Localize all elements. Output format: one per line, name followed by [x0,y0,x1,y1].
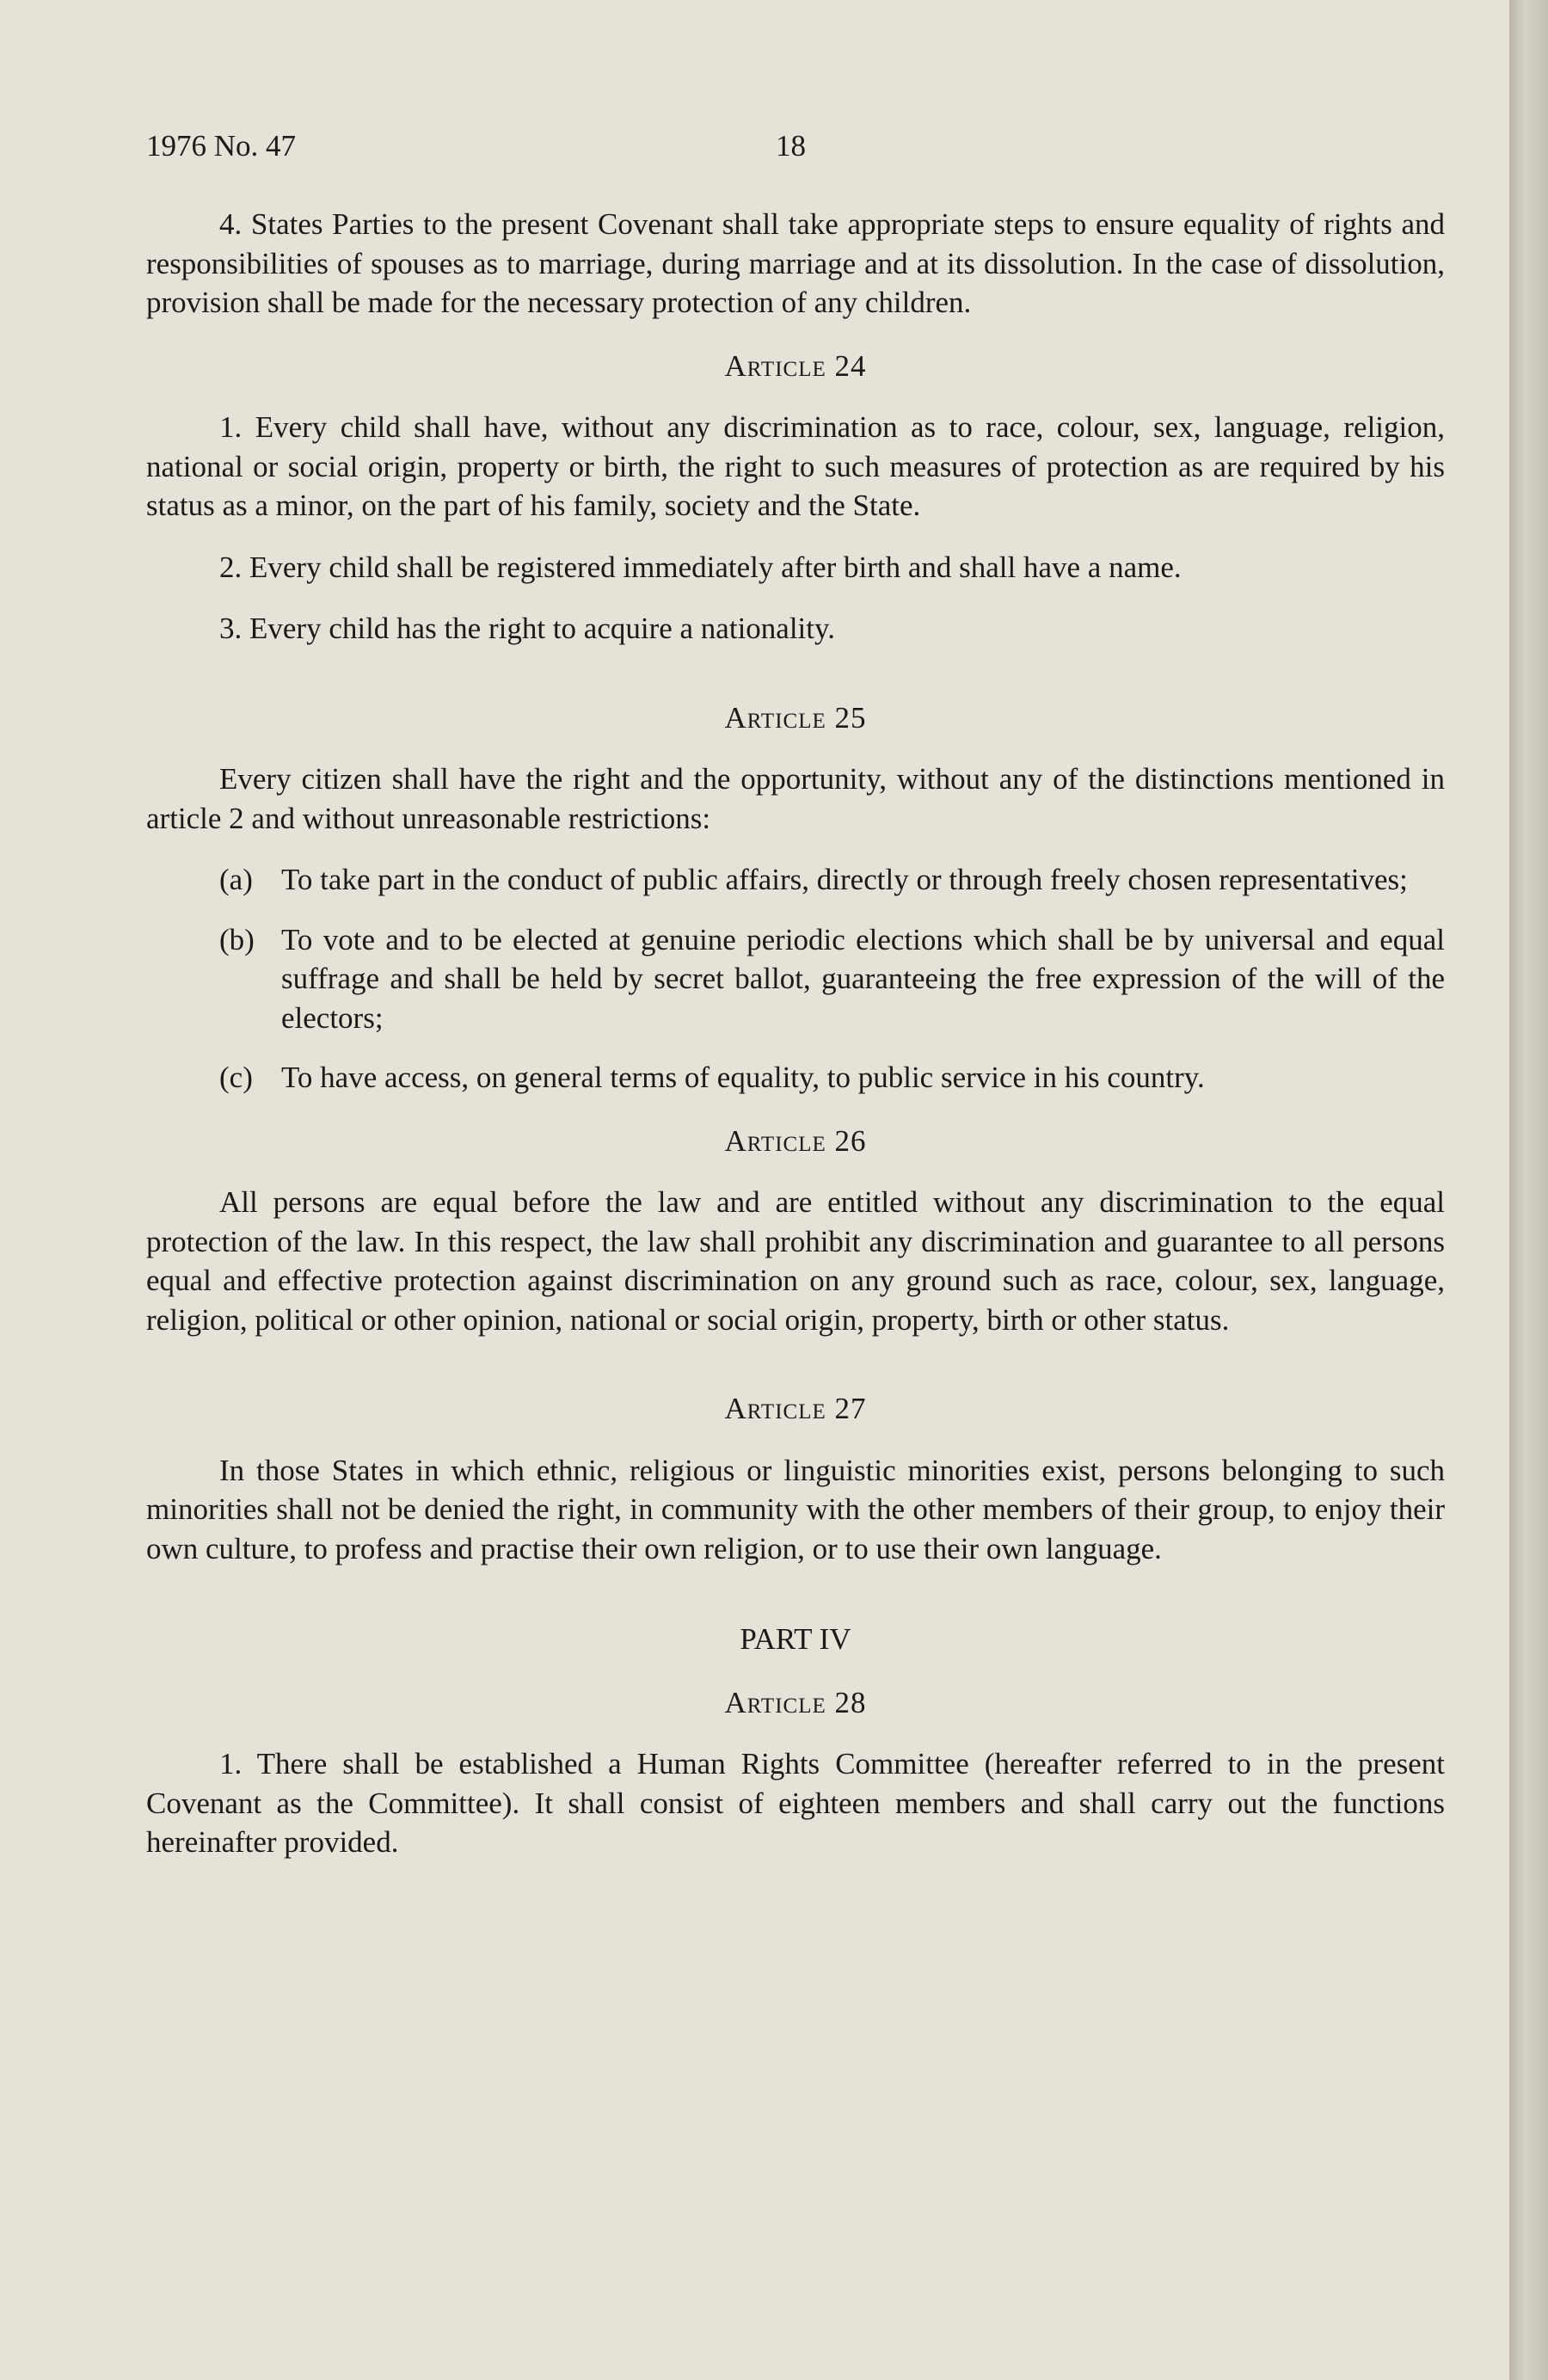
article-24-paragraph-2: 2. Every child shall be registered immediately after birth and shall have a name. [219,550,1182,584]
article-27-heading: Article 27 [724,1392,867,1425]
article-25-item-c [146,1058,1445,1098]
article-24-heading: Article 24 [724,348,867,383]
article-26-heading: Article 26 [724,1123,867,1158]
item-label: (c) [219,1061,253,1094]
article-25-heading: Article 25 [724,700,867,735]
article-24-paragraph-1: 1. Every child shall have, without any discrimination as to race, colour, sex, language, religion, national or social origin, property or birth, the right to such measures of protection as are required by his status as a minor, on the part of his family, society and the State. [146,410,1445,522]
item-text: To take part in the conduct of public affairs, directly or through freely chosen representatives; [281,863,1408,896]
item-text: To have access, on general terms of equality, to public service in his country. [281,1061,1205,1094]
article-28-paragraph-1: 1. There shall be established a Human Rights Committee (hereafter referred to in the present Covenant as the Committee). It shall consist of eighteen members and shall carry out the functions hereinafter provided. [146,1747,1445,1859]
article-25-item-a [146,860,1445,900]
article-26-text: All persons are equal before the law and are entitled without any discrimination to the equal protection of the law. In this respect, the law shall prohibit any discrimination and guarantee to all persons equal and effective protection against discrimination on any ground such as race, colour, sex, language, religion, political or other opinion, national or social origin, property, birth or other status. [146,1185,1445,1337]
item-label: (a) [219,863,253,896]
article-25-intro: Every citizen shall have the right and the opportunity, without any of the distinctions mentioned in article 2 and without unreasonable restrictions: [146,762,1445,835]
article-27-text: In those States in which ethnic, religious or linguistic minorities exist, persons belonging to such minorities shall not be denied the right, in community with the other members of their group, to enjoy their own culture, to profess and practise their own religion, or to use their own language. [146,1453,1445,1565]
paragraph-4: 4. States Parties to the present Covenant shall take appropriate steps to ensure equality of rights and responsibilities of spouses as to marriage, during marriage and at its dissolution. In the case of dissolution, provision shall be made for the necessary protection of any children. [146,207,1445,319]
document-body [146,205,1445,1885]
article-24-paragraph-3: 3. Every child has the right to acquire a nationality. [219,612,835,645]
article-28-heading: Article 28 [724,1685,867,1719]
item-label: (b) [219,922,255,956]
part-iv-heading: PART IV [740,1622,851,1656]
year-and-number: 1976 No. 47 [146,129,297,163]
item-text: To vote and to be elected at genuine periodic elections which shall be by universal and equal suffrage and shall be held by secret ballot, guaranteeing the free expression of the will of the electors; [281,922,1445,1035]
article-25-item-b [146,920,1445,1038]
page-number: 18 [776,129,806,163]
page-edge [1509,0,1548,2380]
